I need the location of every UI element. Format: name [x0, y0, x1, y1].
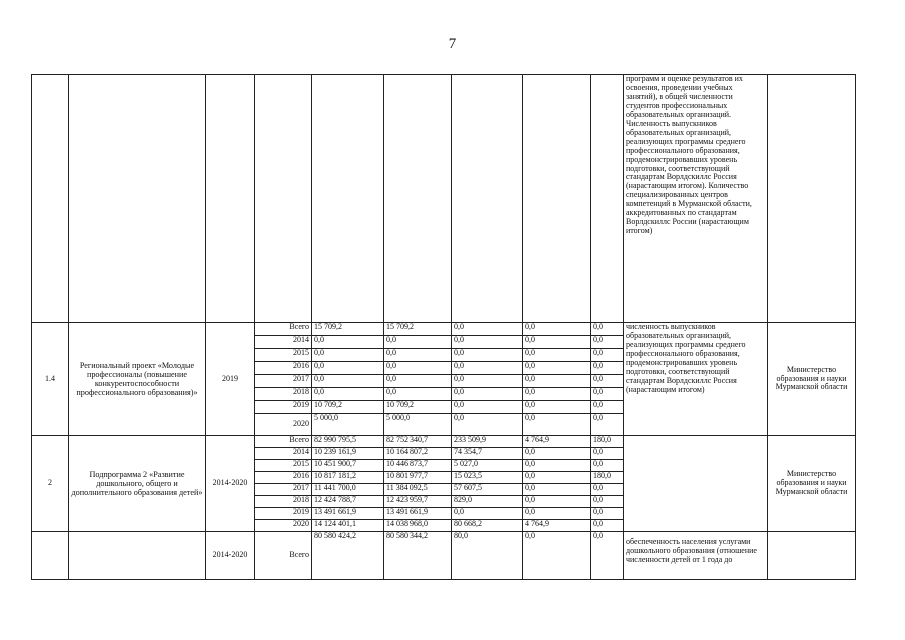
value-cell: 0,0: [523, 323, 591, 336]
value-cell: 0,0: [591, 323, 624, 336]
value-cell: 0,0: [591, 508, 624, 520]
value-cell: 0,0: [591, 349, 624, 362]
value-cell: 0,0: [384, 336, 452, 349]
value-cell: 0,0: [452, 362, 523, 375]
year-cell: 2016: [255, 362, 312, 375]
value-cell: 0,0: [452, 401, 523, 414]
row-number: 2: [32, 436, 69, 532]
value-cell: 0,0: [312, 336, 384, 349]
value-cell: 5 000,0: [312, 414, 384, 436]
value-cell: 0,0: [452, 508, 523, 520]
table-row: [32, 532, 856, 580]
value-cell: 80 580 424,2: [312, 532, 384, 580]
value-cell: 0,0: [523, 388, 591, 401]
value-cell: 0,0: [591, 520, 624, 532]
value-cell: 0,0: [591, 375, 624, 388]
value-cell: 14 038 968,0: [384, 520, 452, 532]
value-cell: 80,0: [452, 532, 523, 580]
value-cell: 15 709,2: [312, 323, 384, 336]
year-cell: 2016: [255, 472, 312, 484]
value-cell: 4 764,9: [523, 436, 591, 448]
value-cell: 829,0: [452, 496, 523, 508]
year-cell: 2020: [255, 520, 312, 532]
value-cell: 0,0: [452, 375, 523, 388]
value-cell: 14 124 401,1: [312, 520, 384, 532]
continuation-row: [32, 75, 856, 323]
value-cell: 0,0: [452, 323, 523, 336]
year-cell: Всего: [255, 532, 312, 580]
value-cell: 12 424 788,7: [312, 496, 384, 508]
value-cell: 0,0: [591, 414, 624, 436]
value-cell: 233 509,9: [452, 436, 523, 448]
year-cell: 2017: [255, 484, 312, 496]
indicator-text: численность выпускников образовательных организаций, реализующих программы среднего профессионального образования, продемонстрировавших уровень подготовки, соответствующий стандартам Ворлдскиллс Россия (нарастающим итогом): [624, 323, 768, 436]
year-cell: Всего: [255, 323, 312, 336]
indicator-text: обеспеченность населения услугами дошкольного образования (отношение численности детей от 1 года до: [624, 532, 768, 580]
value-cell: 11 441 700,0: [312, 484, 384, 496]
value-cell: 0,0: [523, 484, 591, 496]
year-cell: Всего: [255, 436, 312, 448]
value-cell: 13 491 661,9: [312, 508, 384, 520]
value-cell: 15 709,2: [384, 323, 452, 336]
year-cell: 2020: [255, 414, 312, 436]
value-cell: 0,0: [384, 362, 452, 375]
value-cell: 10 817 181,2: [312, 472, 384, 484]
page-number: 7: [448, 36, 457, 52]
value-cell: 11 384 092,5: [384, 484, 452, 496]
value-cell: 10 239 161,9: [312, 448, 384, 460]
value-cell: 10 451 900,7: [312, 460, 384, 472]
value-cell: 0,0: [523, 472, 591, 484]
period: 2014-2020: [206, 436, 255, 532]
year-cell: 2015: [255, 349, 312, 362]
year-cell: 2018: [255, 388, 312, 401]
value-cell: 0,0: [591, 336, 624, 349]
value-cell: 80 580 344,2: [384, 532, 452, 580]
value-cell: 12 423 959,7: [384, 496, 452, 508]
value-cell: 0,0: [523, 508, 591, 520]
year-cell: 2018: [255, 496, 312, 508]
period: 2019: [206, 323, 255, 436]
table-row: [32, 436, 856, 448]
value-cell: 0,0: [452, 388, 523, 401]
value-cell: 0,0: [591, 388, 624, 401]
value-cell: 82 752 340,7: [384, 436, 452, 448]
value-cell: 10 446 873,7: [384, 460, 452, 472]
value-cell: 0,0: [312, 349, 384, 362]
value-cell: 4 764,9: [523, 520, 591, 532]
value-cell: 180,0: [591, 472, 624, 484]
value-cell: 0,0: [591, 448, 624, 460]
value-cell: 0,0: [523, 401, 591, 414]
value-cell: 15 023,5: [452, 472, 523, 484]
value-cell: 0,0: [384, 375, 452, 388]
value-cell: 0,0: [523, 362, 591, 375]
value-cell: 10 709,2: [384, 401, 452, 414]
value-cell: 0,0: [591, 401, 624, 414]
value-cell: 5 000,0: [384, 414, 452, 436]
value-cell: 10 709,2: [312, 401, 384, 414]
value-cell: 180,0: [591, 436, 624, 448]
value-cell: 74 354,7: [452, 448, 523, 460]
table-row: [32, 323, 856, 336]
value-cell: 10 801 977,7: [384, 472, 452, 484]
value-cell: 0,0: [523, 460, 591, 472]
value-cell: 0,0: [523, 448, 591, 460]
value-cell: 0,0: [523, 414, 591, 436]
value-cell: 0,0: [591, 460, 624, 472]
year-cell: 2019: [255, 508, 312, 520]
executor: Министерство образования и науки Мурманской области: [768, 436, 856, 532]
value-cell: 0,0: [523, 496, 591, 508]
value-cell: 0,0: [591, 532, 624, 580]
measure-name: Подпрограмма 2 «Развитие дошкольного, общего и дополнительного образования детей»: [69, 436, 206, 532]
value-cell: 0,0: [591, 362, 624, 375]
row-number: 1.4: [32, 323, 69, 436]
value-cell: 57 607,5: [452, 484, 523, 496]
value-cell: 0,0: [591, 484, 624, 496]
value-cell: 0,0: [523, 349, 591, 362]
value-cell: 0,0: [312, 388, 384, 401]
value-cell: 0,0: [384, 388, 452, 401]
value-cell: 0,0: [452, 414, 523, 436]
value-cell: 0,0: [452, 349, 523, 362]
value-cell: 0,0: [452, 336, 523, 349]
value-cell: 82 990 795,5: [312, 436, 384, 448]
executor: Министерство образования и науки Мурманской области: [768, 323, 856, 436]
value-cell: 10 164 807,2: [384, 448, 452, 460]
period: 2014-2020: [206, 532, 255, 580]
value-cell: 80 668,2: [452, 520, 523, 532]
measure-name: Региональный проект «Молодые профессионалы (повышение конкурентоспособности профессионального образования)»: [69, 323, 206, 436]
program-table: [31, 74, 856, 580]
value-cell: 0,0: [312, 362, 384, 375]
year-cell: 2017: [255, 375, 312, 388]
year-cell: 2014: [255, 336, 312, 349]
value-cell: 0,0: [384, 349, 452, 362]
indicator-text: [624, 436, 768, 532]
value-cell: 0,0: [312, 375, 384, 388]
year-cell: 2015: [255, 460, 312, 472]
value-cell: 13 491 661,9: [384, 508, 452, 520]
value-cell: 0,0: [523, 336, 591, 349]
value-cell: 5 027,0: [452, 460, 523, 472]
indicator-text: программ и оценке результатов их освоения, проведении учебных занятий), в общей численности студентов профессиональных образовательных организаций. Численность выпускников образовательных организаций, реализующих программы среднего профессионального образования, продемонстрировавших уровень подготовки, соответствующий стандартам Ворлдскиллс Россия (нарастающим итогом). Количество специализированных центров компетенций в Мурманской области, аккредитованных по стандартам Ворлдскиллс России (нарастающим итогом): [624, 75, 768, 323]
year-cell: 2019: [255, 401, 312, 414]
year-cell: 2014: [255, 448, 312, 460]
value-cell: 0,0: [523, 532, 591, 580]
value-cell: 0,0: [591, 496, 624, 508]
value-cell: 0,0: [523, 375, 591, 388]
